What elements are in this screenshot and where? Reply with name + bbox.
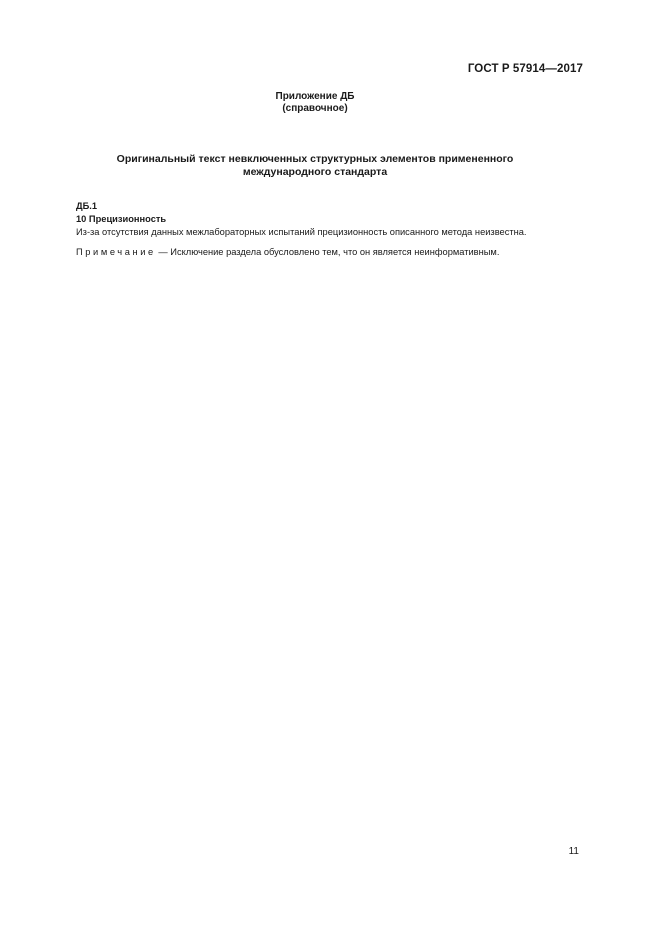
annex-title: Приложение ДБ <box>275 91 355 102</box>
note <box>76 246 576 259</box>
clause-title: 10 Прецизионность <box>76 214 167 224</box>
note-text: — Исключение раздела обусловлено тем, что он является неинформативным. <box>155 247 500 257</box>
document-code: ГОСТ Р 57914—2017 <box>467 63 583 75</box>
page-title-line-2: международного стандарта <box>242 166 388 178</box>
annex-subtitle: (справочное) <box>282 103 348 114</box>
page-number: 11 <box>568 846 579 857</box>
section-db1 <box>76 200 576 259</box>
note-label: Примечание <box>76 247 156 257</box>
clause-body: Из-за отсутствия данных межлабораторных испытаний прецизионность описанного метода неизвестна. <box>76 227 527 237</box>
page-title <box>0 153 630 179</box>
section-number: ДБ.1 <box>76 201 98 211</box>
page-title-line-1: Оригинальный текст невключенных структурных элементов примененного <box>116 153 514 165</box>
annex-heading <box>0 91 630 115</box>
